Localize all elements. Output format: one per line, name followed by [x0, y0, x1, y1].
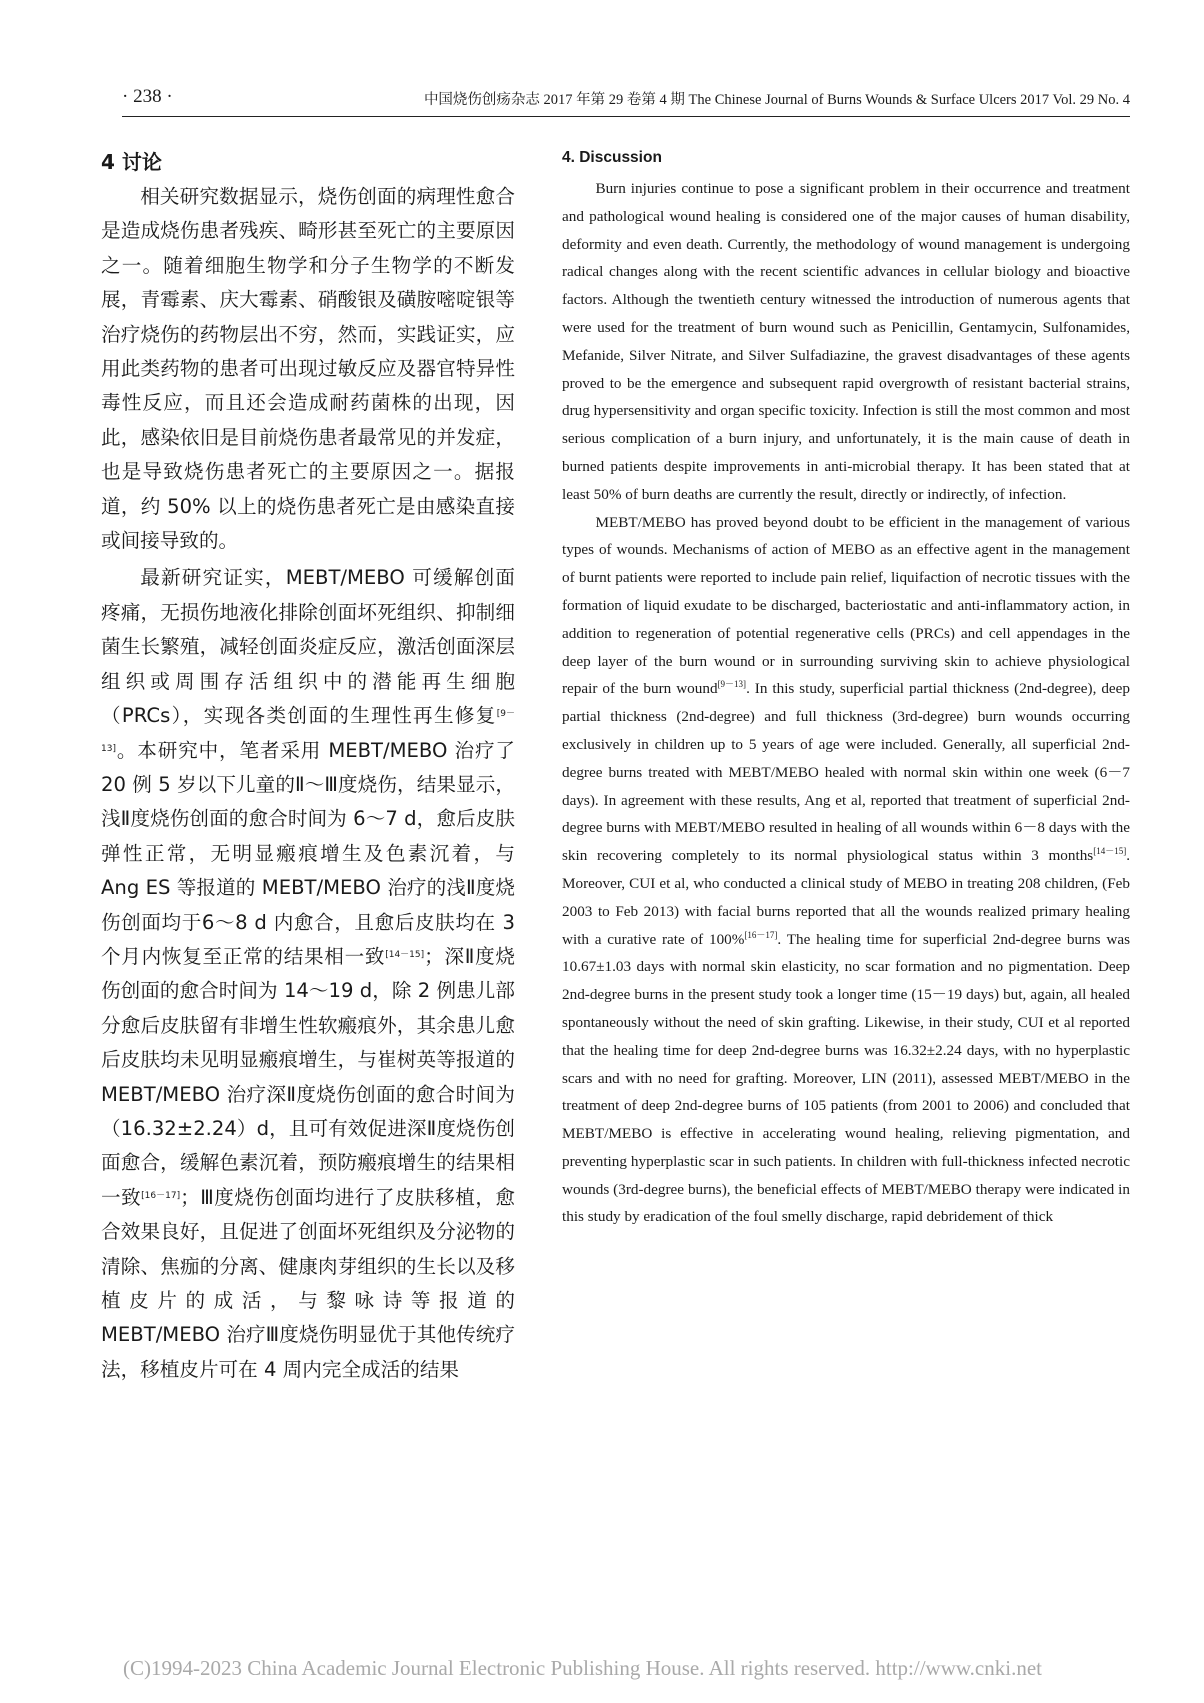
text-run: 相关研究数据显示，烧伤创面的病理性愈合是造成烧伤患者残疾、畸形甚至死亡的主要原因之一。随着细胞生物学和分子生物学的不断发展，青霉素、庆大霉素、硝酸银及磺胺嘧啶银等治疗烧伤的药物层出不穷，然而，实践证实，应用此类药物的患者可出现过敏反应及器官特异性毒性反应，而且还会造成耐药菌株的出现，因此，感染依旧是目前烧伤患者最常见的并发症，也是导致烧伤患者死亡的主要原因之一。据报道，约 50% 以上的烧伤患者死亡是由感染直接或间接导致的。	[101, 185, 515, 553]
section-heading-cn: 4 讨论	[101, 150, 162, 174]
text-run: 最新研究证实，MEBT/MEBO 可缓解创面疼痛，无损伤地液化排除创面坏死组织、抑制细菌生长繁殖，减轻创面炎症反应，激活创面深层组织或周围存活组织中的潜能再生细胞（PRCs），实现各类创面的生理性再生修复	[101, 566, 515, 728]
page-header	[122, 86, 1130, 118]
text-run: 。本研究中，笔者采用 MEBT/MEBO 治疗了 20 例 5 岁以下儿童的Ⅱ～Ⅲ度烧伤，结果显示，浅Ⅱ度烧伤创面的愈合时间为 6～7 d，愈后皮肤弹性正常，无明显瘢痕增生及色素沉着，与 Ang ES 等报道的 MEBT/MEBO 治疗的浅Ⅱ度烧伤创面均于6～8 d 内愈合，且愈后皮肤均在 3 个月内恢复至正常的结果相一致	[101, 738, 515, 968]
chinese-column	[101, 146, 515, 1387]
running-head: 中国烧伤创疡杂志 2017 年第 29 卷第 4 期 The Chinese Journal of Burns Wounds & Surface Ulcers 2017 Vol. 29 No. 4	[423, 92, 1130, 108]
text-run: Burn injuries continue to pose a significant problem in their occurrence and treatment and pathological wound healing is considered one of the major causes of human disability, deformity and even death. Currently, the methodology of wound management is undergoing radical changes along with the recent scientific advances in cellular biology and bioactive factors. Although the twentieth century witnessed the introduction of numerous agents that were used for the treatment of burn wound such as Penicillin, Gentamycin, Sulfonamides, Mefanide, Silver Nitrate, and Silver Sulfadiazine, the gravest disadvantages of these agents proved to be the emergence and subsequent rapid overgrowth of resistant bacterial strains, drug hypersensitivity and organ specific toxicity. Infection is still the most common and most serious complication of a burn injury, and unfortunately, it is the main cause of death in burned patients despite improvements in anti-microbial therapy. It has been stated that at least 50% of burn deaths are currently the result, directly or indirectly, of infection.	[562, 180, 1130, 503]
citation: [9－13]	[717, 679, 747, 690]
text-run: . The healing time for superficial 2nd-degree burns was 10.67±1.03 days with normal skin elasticity, no scar formation and no pigmentation. Deep 2nd-degree burns in the present study took a longer time (15－19 days) but, again, all healed spontaneously without the need of skin grafting. Likewise, in their study, CUI et al reported that the healing time for deep 2nd-degree burns was 16.32±2.24 days, with no hyperplastic scars and with no need for grafting. Moreover, LIN (2011), assessed MEBT/MEBO in the treatment of deep 2nd-degree burns of 105 patients (from 2001 to 2006) and concluded that MEBT/MEBO is effective in accelerating wound healing, relieving pigmentation, and preventing hyperplastic scar in such patients. In children with full-thickness infected necrotic wounds (3rd-degree burns), the beneficial effects of MEBT/MEBO therapy were indicated in this study by eradication of the foul smelly discharge, rapid debridement of thick	[562, 930, 1130, 1226]
section-heading-en: 4. Discussion	[562, 149, 662, 166]
text-run: ；深Ⅱ度烧伤创面的愈合时间为 14～19 d，除 2 例患儿部分愈后皮肤留有非增生性软瘢痕外，其余患儿愈后皮肤均未见明显瘢痕增生，与崔树英等报道的 MEBT/MEBO 治疗深Ⅱ度烧伤创面的愈合时间为（16.32±2.24）d，且可有效促进深Ⅱ度烧伤创面愈合，缓解色素沉着，预防瘢痕增生的结果相一致	[101, 944, 516, 1209]
citation: [16－17]	[141, 1190, 181, 1201]
text-run: . In this study, superficial partial thickness (2nd-degree), deep partial thickness (2nd-degree) and full thickness (3rd-degree) burn wounds occurring exclusively in children up to 5 years of age were included. Generally, all superficial 2nd-degree burns treated with MEBT/MEBO healed with normal skin within one week (6－7 days). In agreement with these results, Ang et al, reported that treatment of superficial 2nd-degree burns with MEBT/MEBO resulted in healing of all wounds within 6－8 days with the skin recovering completely to its normal physiological status within 3 months	[562, 680, 1130, 865]
text-run: ；Ⅲ度烧伤创面均进行了皮肤移植，愈合效果良好，且促进了创面坏死组织及分泌物的清除、焦痂的分离、健康肉芽组织的生长以及移植皮片的成活，与黎咏诗等报道的 MEBT/MEBO 治疗Ⅲ度烧伤明显优于其他传统疗法，移植皮片可在 4 周内完全成活的结果	[101, 1185, 515, 1381]
text-run: . Moreover, CUI et al, who conducted a clinical study of MEBO in treating 208 children, (Feb 2003 to Feb 2013) with facial burns reported that all the wounds realized primary healing with a curative rate of 100%	[562, 847, 1130, 948]
english-column	[562, 147, 1130, 1231]
citation: [16－17]	[744, 929, 778, 940]
text-run: MEBT/MEBO has proved beyond doubt to be efficient in the management of various types of wounds. Mechanisms of action of MEBO as an effective agent in the management of burnt patients were reported to include pain relief, liquifaction of necrotic tissues with the formation of liquid exudate to be discharged, bacteriostatic and anti-inflammatory action, in addition to regeneration of potential regenerative cells (PRCs) and cell appendages in the deep layer of the burn wound or in surrounding surviving skin to achieve physiological repair of the burn wound	[562, 513, 1130, 698]
citation: [14－15]	[1093, 846, 1127, 857]
copyright-footer: (C)1994-2023 China Academic Journal Electronic Publishing House. All rights reserved. http://www.cnki.net	[123, 1656, 1042, 1680]
citation: [9－13]	[101, 709, 515, 754]
citation: [14－15]	[385, 949, 425, 960]
page-number: · 238 ·	[122, 86, 173, 107]
paragraph-en-1	[562, 175, 1130, 509]
header-rule	[122, 116, 1130, 117]
paragraph-cn-2	[101, 561, 515, 1387]
paragraph-en-2	[562, 509, 1130, 1232]
paragraph-cn-1	[101, 180, 515, 558]
